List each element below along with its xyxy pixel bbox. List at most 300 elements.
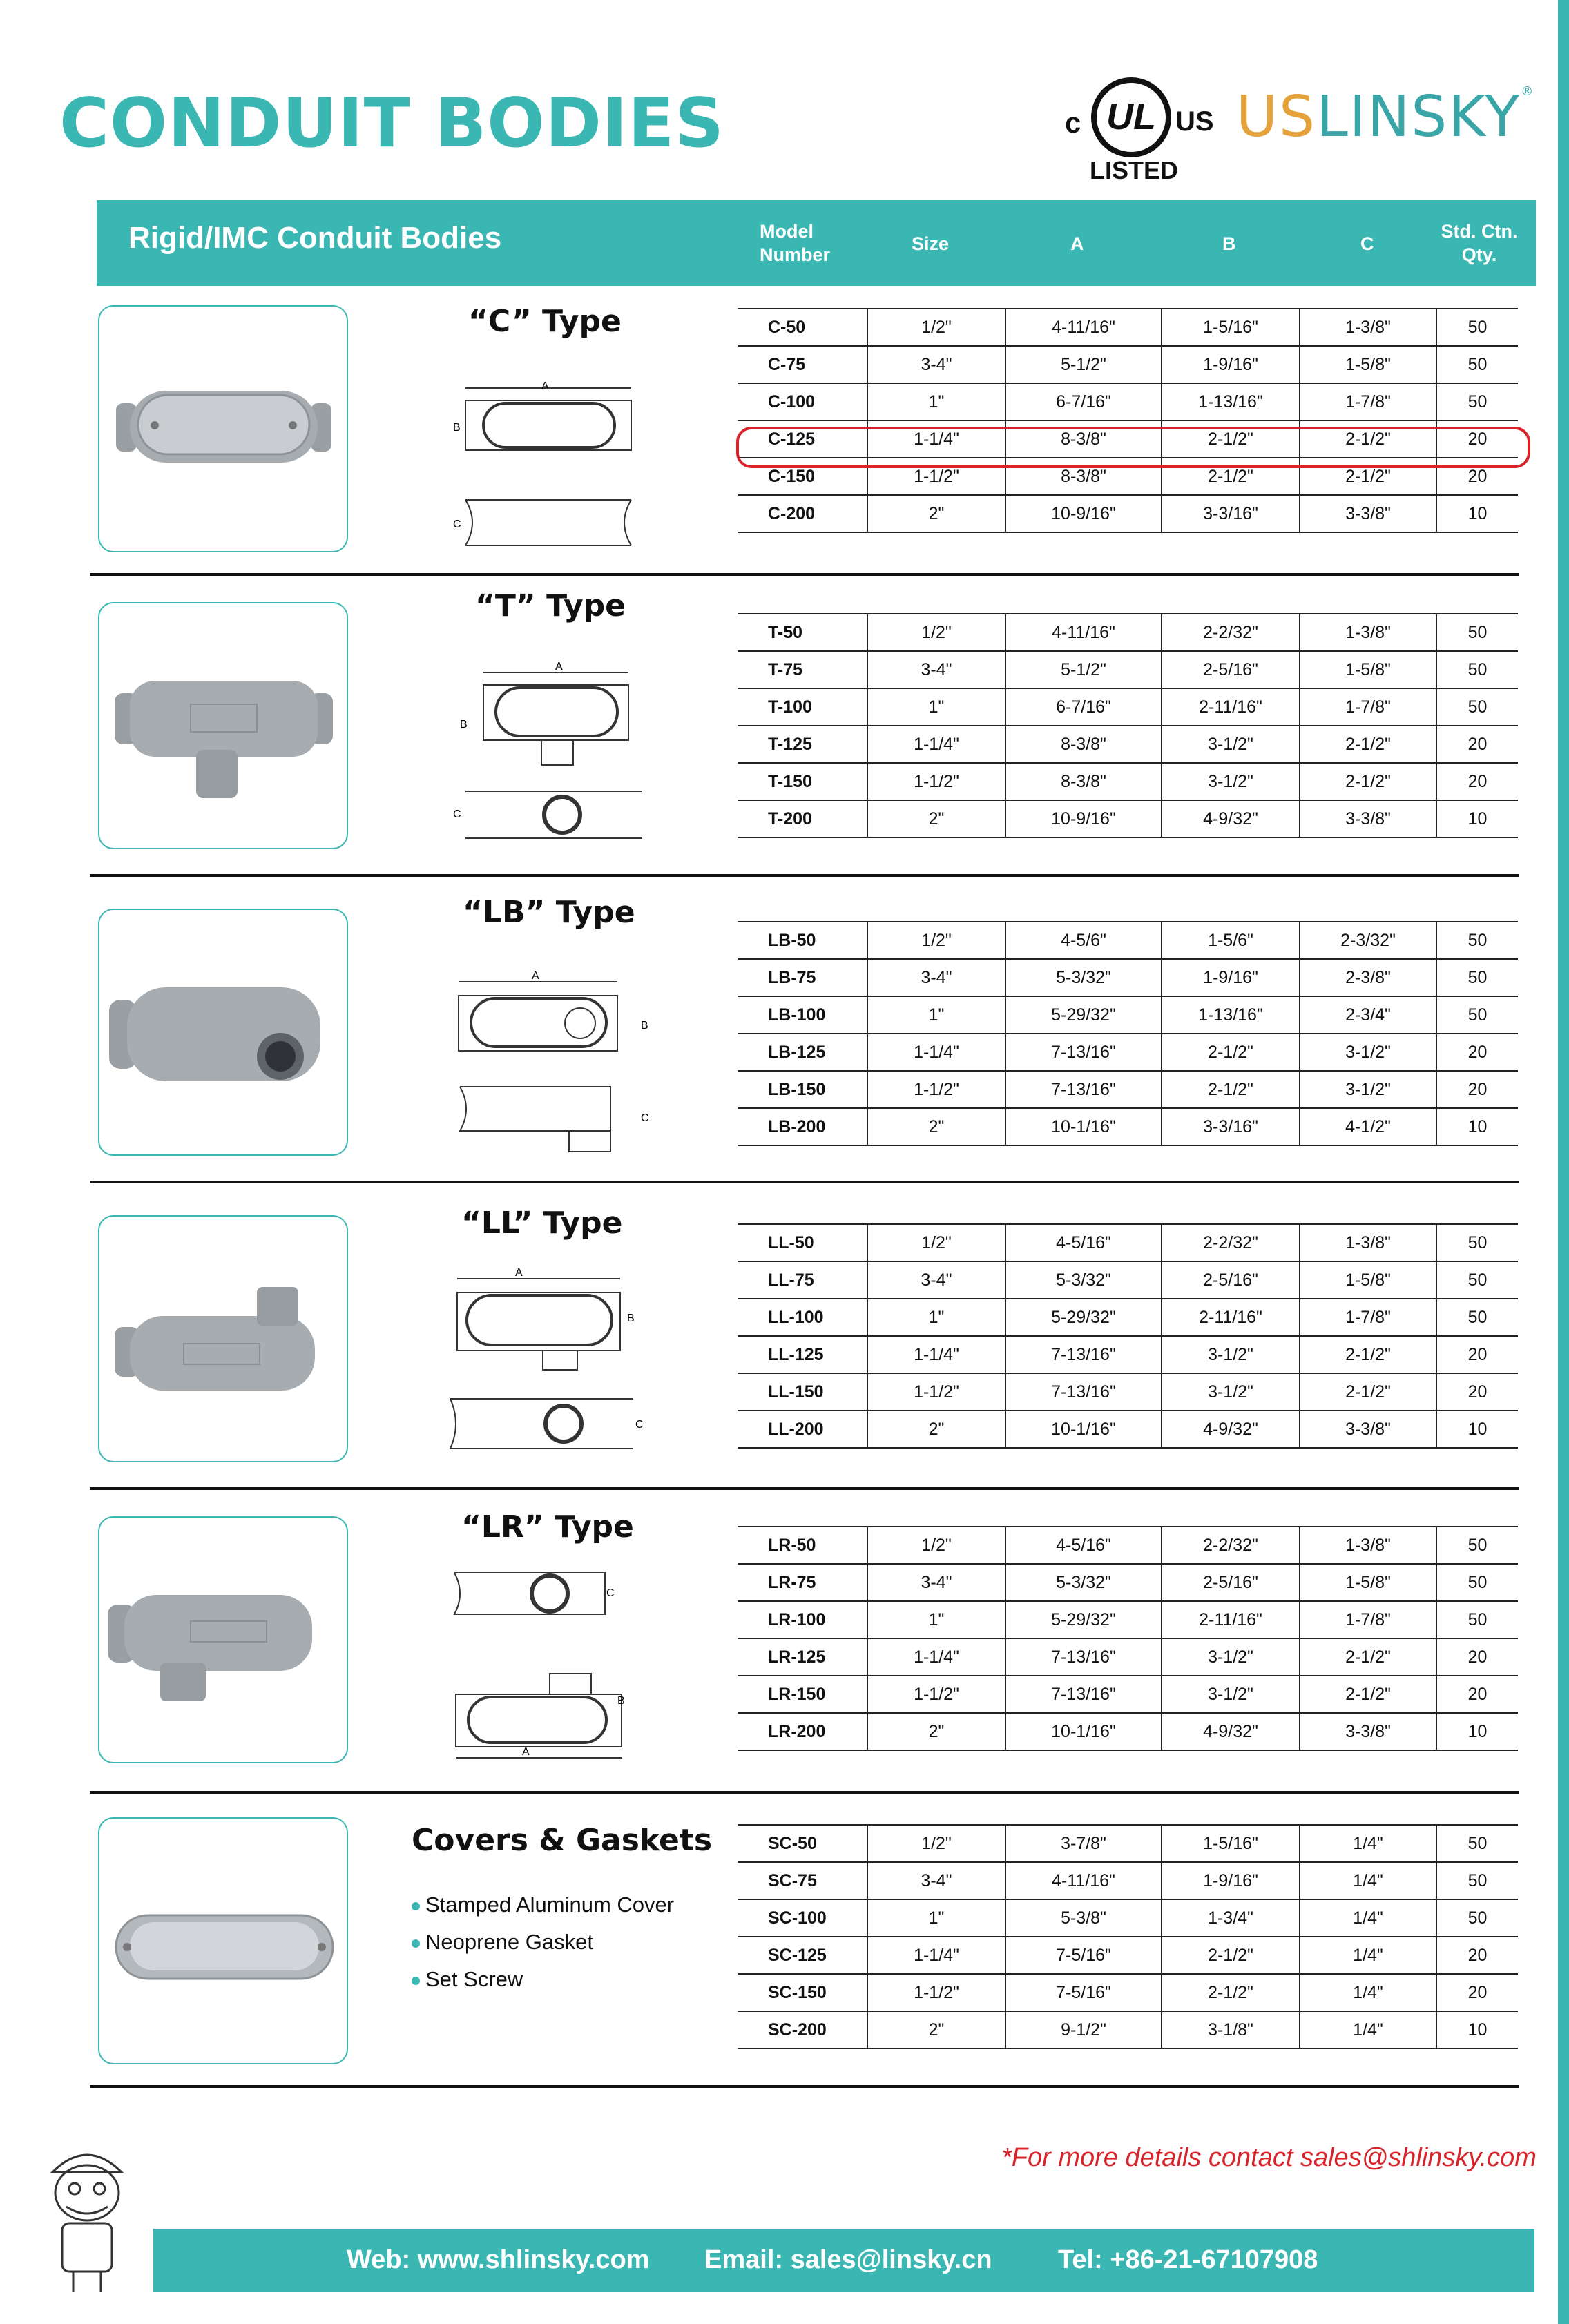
- table-cell: LL-200: [738, 1411, 867, 1448]
- table-cell: 7-13/16": [1005, 1676, 1162, 1713]
- table-cell: T-50: [738, 614, 867, 651]
- table-cell: 2-1/2": [1300, 1373, 1436, 1411]
- table-cell: 5-1/2": [1005, 346, 1162, 383]
- highlight-c-125-row: [736, 427, 1530, 468]
- table-cell: 1-1/4": [867, 1638, 1005, 1676]
- table-cell: 1": [867, 1601, 1005, 1638]
- table-cell: 1-1/2": [867, 763, 1005, 800]
- table-cell: 2-1/2": [1300, 1676, 1436, 1713]
- table-row: [738, 1527, 1518, 1564]
- table-cell: 3-1/2": [1162, 1676, 1300, 1713]
- t-dim-label-b: B: [460, 719, 468, 730]
- brand-registered-mark: ®: [1521, 84, 1535, 99]
- table-cell: 1-13/16": [1162, 383, 1300, 420]
- table-cell: 5-3/32": [1005, 1564, 1162, 1601]
- table-cell: 20: [1436, 1034, 1518, 1071]
- table-row: [738, 1676, 1518, 1713]
- table-cell: 2": [867, 1108, 1005, 1145]
- table-cell: 4-5/16": [1005, 1527, 1162, 1564]
- table-row: [738, 726, 1518, 763]
- table-cell: 8-3/8": [1005, 726, 1162, 763]
- table-cell: 2-1/2": [1300, 420, 1436, 458]
- table-cell: 2": [867, 1411, 1005, 1448]
- table-cell: 50: [1436, 1899, 1518, 1937]
- table-cell: 50: [1436, 383, 1518, 420]
- table-cell: 3-3/8": [1300, 1713, 1436, 1750]
- table-cell: 3-1/2": [1162, 1336, 1300, 1373]
- table-cell: 10: [1436, 1411, 1518, 1448]
- table-cell: 3-4": [867, 346, 1005, 383]
- table-cell: LB-150: [738, 1071, 867, 1108]
- table-cell: 50: [1436, 959, 1518, 996]
- table-row: [738, 996, 1518, 1034]
- section-divider: [90, 2085, 1519, 2088]
- table-row: [738, 1034, 1518, 1071]
- table-cell: 1-3/8": [1300, 614, 1436, 651]
- table-row: [738, 383, 1518, 420]
- table-cell: 5-3/32": [1005, 959, 1162, 996]
- table-cell: 20: [1436, 1676, 1518, 1713]
- ll-type-body-image: [99, 1217, 349, 1464]
- table-cell: 10: [1436, 1713, 1518, 1750]
- ll-dim-label-b: B: [627, 1313, 635, 1324]
- table-cell: LL-50: [738, 1224, 867, 1261]
- t-dim-label-c: C: [453, 808, 461, 820]
- table-row: [738, 495, 1518, 532]
- table-cell: 2-1/2": [1300, 458, 1436, 495]
- header-a: A: [1070, 233, 1084, 254]
- table-cell: 50: [1436, 346, 1518, 383]
- table-cell: 1/4": [1300, 1899, 1436, 1937]
- brand-part-us: US: [1236, 84, 1317, 150]
- lr-type-dimension-drawing: [446, 1565, 653, 1765]
- table-row: [738, 1713, 1518, 1750]
- table-row: [738, 959, 1518, 996]
- table-cell: 1-1/2": [867, 1071, 1005, 1108]
- t-dim-label-a: A: [555, 661, 563, 672]
- table-cell: 2-11/16": [1162, 1601, 1300, 1638]
- table-cell: 1-7/8": [1300, 1299, 1436, 1336]
- table-cell: 1-1/2": [867, 1676, 1005, 1713]
- table-cell: 1-1/4": [867, 726, 1005, 763]
- table-row: [738, 763, 1518, 800]
- lr-dim-label-a: A: [522, 1746, 530, 1758]
- table-cell: C-125: [738, 420, 867, 458]
- table-cell: 50: [1436, 651, 1518, 688]
- table-cell: 1/2": [867, 1224, 1005, 1261]
- table-cell: 7-13/16": [1005, 1071, 1162, 1108]
- table-cell: 1-5/16": [1162, 1825, 1300, 1862]
- table-cell: 1-9/16": [1162, 959, 1300, 996]
- table-cell: SC-50: [738, 1825, 867, 1862]
- section-title-lb-type: “LB” Type: [463, 895, 635, 930]
- table-cell: 2-3/8": [1300, 959, 1436, 996]
- table-cell: 2-11/16": [1162, 688, 1300, 726]
- table-cell: 2-2/32": [1162, 1527, 1300, 1564]
- table-cell: 2-1/2": [1300, 726, 1436, 763]
- table-cell: C-50: [738, 309, 867, 346]
- table-cell: 3-4": [867, 1261, 1005, 1299]
- table-cell: 7-5/16": [1005, 1937, 1162, 1974]
- header-qty-line2: Qty.: [1461, 244, 1497, 265]
- table-cell: LL-125: [738, 1336, 867, 1373]
- table-row: [738, 1336, 1518, 1373]
- brand-part-linsky: LINSKY: [1316, 84, 1521, 150]
- table-cell: 20: [1436, 458, 1518, 495]
- header-qty-line1: Std. Ctn.: [1441, 221, 1518, 242]
- table-cell: 1": [867, 1899, 1005, 1937]
- table-cell: 1/2": [867, 1825, 1005, 1862]
- table-cell: 5-29/32": [1005, 1299, 1162, 1336]
- table-cell: 4-9/32": [1162, 1713, 1300, 1750]
- table-cell: 1/2": [867, 922, 1005, 959]
- table-cell: 3-1/2": [1300, 1071, 1436, 1108]
- table-cell: LB-50: [738, 922, 867, 959]
- table-cell: 10-9/16": [1005, 800, 1162, 837]
- spec-table-covers: [738, 1824, 1518, 2049]
- table-cell: 10: [1436, 2011, 1518, 2049]
- c-type-dimension-drawing: [452, 380, 659, 552]
- table-cell: 3-3/16": [1162, 495, 1300, 532]
- table-cell: 1": [867, 688, 1005, 726]
- table-cell: 20: [1436, 1638, 1518, 1676]
- lb-type-body-image: [99, 910, 349, 1157]
- table-cell: 2-1/2": [1162, 1937, 1300, 1974]
- table-cell: T-75: [738, 651, 867, 688]
- table-cell: 2-2/32": [1162, 614, 1300, 651]
- table-row: [738, 1299, 1518, 1336]
- table-cell: 1": [867, 996, 1005, 1034]
- table-cell: T-200: [738, 800, 867, 837]
- section-divider: [90, 1791, 1519, 1794]
- page-edge-stripe: [1558, 0, 1569, 2324]
- table-cell: 3-1/8": [1162, 2011, 1300, 2049]
- table-cell: 2-1/2": [1162, 1071, 1300, 1108]
- table-cell: 2-11/16": [1162, 1299, 1300, 1336]
- section-title-covers-gaskets: Covers & Gaskets: [412, 1823, 713, 1858]
- table-cell: 1/2": [867, 309, 1005, 346]
- spec-table-lb-type: [738, 921, 1518, 1146]
- table-cell: 20: [1436, 1937, 1518, 1974]
- page-title: CONDUIT BODIES: [59, 84, 724, 163]
- table-cell: 50: [1436, 1224, 1518, 1261]
- table-cell: 2": [867, 2011, 1005, 2049]
- section-title-t-type: “T” Type: [475, 588, 626, 623]
- table-cell: 1-1/2": [867, 1373, 1005, 1411]
- table-header-bar: [97, 200, 1536, 286]
- table-cell: 1-1/2": [867, 1974, 1005, 2011]
- lr-type-body-image: [99, 1518, 349, 1765]
- spec-table-t-type: [738, 613, 1518, 838]
- ll-dim-label-a: A: [515, 1268, 523, 1279]
- table-cell: 2-1/2": [1162, 458, 1300, 495]
- table-cell: 1-7/8": [1300, 1601, 1436, 1638]
- header-b: B: [1222, 233, 1236, 254]
- table-cell: 2-3/4": [1300, 996, 1436, 1034]
- table-cell: 1-5/8": [1300, 346, 1436, 383]
- table-cell: 3-4": [867, 1862, 1005, 1899]
- table-cell: 5-1/2": [1005, 651, 1162, 688]
- table-cell: 1": [867, 383, 1005, 420]
- table-cell: 2-3/32": [1300, 922, 1436, 959]
- table-cell: 5-3/8": [1005, 1899, 1162, 1937]
- c-dim-label-c: C: [453, 519, 461, 530]
- table-row: [738, 1373, 1518, 1411]
- table-cell: 2-5/16": [1162, 1564, 1300, 1601]
- table-cell: 50: [1436, 309, 1518, 346]
- table-row: [738, 309, 1518, 346]
- table-cell: 1/2": [867, 1527, 1005, 1564]
- table-cell: 20: [1436, 1071, 1518, 1108]
- section-divider: [90, 1487, 1519, 1490]
- spec-table-ll-type: [738, 1223, 1518, 1449]
- ul-mark: UL: [1106, 96, 1156, 137]
- table-cell: 2-1/2": [1300, 1638, 1436, 1676]
- table-cell: 7-13/16": [1005, 1638, 1162, 1676]
- lb-dim-label-b: B: [641, 1020, 648, 1032]
- table-row: [738, 1411, 1518, 1448]
- product-photo-t-type: [98, 602, 348, 849]
- table-cell: 50: [1436, 1527, 1518, 1564]
- header-model-line2: Number: [760, 244, 831, 265]
- table-row: [738, 1071, 1518, 1108]
- table-cell: 50: [1436, 922, 1518, 959]
- table-cell: 20: [1436, 1373, 1518, 1411]
- table-cell: 2-1/2": [1300, 763, 1436, 800]
- table-cell: 10: [1436, 1108, 1518, 1145]
- product-photo-c-type: [98, 305, 348, 552]
- table-cell: 1/4": [1300, 2011, 1436, 2049]
- section-title-c-type: “C” Type: [468, 304, 622, 339]
- table-cell: 7-13/16": [1005, 1336, 1162, 1373]
- table-cell: 3-3/16": [1162, 1108, 1300, 1145]
- table-cell: 3-3/8": [1300, 495, 1436, 532]
- t-type-body-image: [99, 603, 349, 851]
- table-cell: LB-200: [738, 1108, 867, 1145]
- table-row: [738, 1825, 1518, 1862]
- header-model-line1: Model: [760, 221, 814, 242]
- table-cell: 1-5/8": [1300, 1564, 1436, 1601]
- table-cell: LL-150: [738, 1373, 867, 1411]
- table-cell: LB-125: [738, 1034, 867, 1071]
- table-cell: SC-75: [738, 1862, 867, 1899]
- section-title-ll-type: “LL” Type: [461, 1205, 623, 1241]
- table-row: [738, 1564, 1518, 1601]
- brand-logo: [1236, 84, 1534, 150]
- table-cell: LR-125: [738, 1638, 867, 1676]
- table-cell: 8-3/8": [1005, 763, 1162, 800]
- feature-item: Set Screw: [412, 1961, 674, 1998]
- table-cell: 1-3/4": [1162, 1899, 1300, 1937]
- c-dim-label-a: A: [541, 380, 549, 392]
- table-cell: 1": [867, 1299, 1005, 1336]
- table-cell: 2-5/16": [1162, 1261, 1300, 1299]
- table-cell: SC-150: [738, 1974, 867, 2011]
- table-cell: 2-1/2": [1162, 420, 1300, 458]
- table-cell: 1-9/16": [1162, 346, 1300, 383]
- header-std-ctn-qty: [1436, 220, 1522, 267]
- table-cell: 1/2": [867, 614, 1005, 651]
- table-cell: 50: [1436, 1261, 1518, 1299]
- table-row: [738, 346, 1518, 383]
- table-cell: SC-200: [738, 2011, 867, 2049]
- section-divider: [90, 1181, 1519, 1183]
- lr-dim-label-b: B: [617, 1695, 625, 1707]
- table-cell: 10-1/16": [1005, 1713, 1162, 1750]
- table-cell: 20: [1436, 763, 1518, 800]
- ul-c-mark: c: [1065, 106, 1081, 139]
- table-row: [738, 1638, 1518, 1676]
- product-photo-ll-type: [98, 1215, 348, 1462]
- section-divider: [90, 573, 1519, 576]
- table-cell: 3-4": [867, 651, 1005, 688]
- table-cell: LR-150: [738, 1676, 867, 1713]
- table-cell: 6-7/16": [1005, 383, 1162, 420]
- table-cell: LB-100: [738, 996, 867, 1034]
- table-cell: 1-5/16": [1162, 309, 1300, 346]
- table-cell: LL-75: [738, 1261, 867, 1299]
- table-cell: 5-29/32": [1005, 996, 1162, 1034]
- table-cell: 50: [1436, 1862, 1518, 1899]
- table-row: [738, 1899, 1518, 1937]
- table-cell: 4-11/16": [1005, 1862, 1162, 1899]
- product-photo-lr-type: [98, 1516, 348, 1763]
- table-cell: 50: [1436, 1601, 1518, 1638]
- table-row: [738, 1224, 1518, 1261]
- table-cell: 1-9/16": [1162, 1862, 1300, 1899]
- table-cell: 20: [1436, 726, 1518, 763]
- table-cell: 1-3/8": [1300, 309, 1436, 346]
- table-cell: LL-100: [738, 1299, 867, 1336]
- contact-note: *For more details contact sales@shlinsky.com: [1001, 2143, 1537, 2172]
- table-row: [738, 688, 1518, 726]
- lb-type-dimension-drawing: [452, 971, 659, 1164]
- table-cell: 2": [867, 495, 1005, 532]
- table-cell: 50: [1436, 1825, 1518, 1862]
- cover-features-list: [412, 1886, 674, 1998]
- table-cell: 50: [1436, 688, 1518, 726]
- feature-item: Stamped Aluminum Cover: [412, 1886, 674, 1924]
- spec-table-lr-type: [738, 1526, 1518, 1751]
- table-cell: LR-200: [738, 1713, 867, 1750]
- cover-image: [99, 1819, 349, 2066]
- lb-dim-label-c: C: [641, 1112, 649, 1124]
- table-row: [738, 1974, 1518, 2011]
- table-row: [738, 614, 1518, 651]
- table-cell: 8-3/8": [1005, 420, 1162, 458]
- table-cell: C-75: [738, 346, 867, 383]
- table-cell: 3-1/2": [1162, 726, 1300, 763]
- table-cell: 7-13/16": [1005, 1373, 1162, 1411]
- product-photo-cover: [98, 1817, 348, 2064]
- c-dim-label-b: B: [453, 422, 461, 434]
- lr-dim-label-c: C: [606, 1587, 615, 1599]
- table-cell: C-200: [738, 495, 867, 532]
- lb-dim-label-a: A: [532, 971, 539, 982]
- table-cell: 1-1/4": [867, 1034, 1005, 1071]
- table-cell: T-150: [738, 763, 867, 800]
- table-cell: 4-5/16": [1005, 1224, 1162, 1261]
- c-type-body-image: [99, 307, 349, 554]
- table-cell: 1-7/8": [1300, 688, 1436, 726]
- mascot-illustration: [39, 2138, 135, 2296]
- table-row: [738, 2011, 1518, 2049]
- table-cell: LB-75: [738, 959, 867, 996]
- table-cell: C-150: [738, 458, 867, 495]
- table-cell: 3-1/2": [1162, 1638, 1300, 1676]
- table-cell: 2": [867, 800, 1005, 837]
- table-cell: 1/4": [1300, 1937, 1436, 1974]
- section-title: Rigid/IMC Conduit Bodies: [128, 221, 502, 255]
- header-c: C: [1360, 233, 1374, 254]
- table-cell: 1/4": [1300, 1974, 1436, 2011]
- table-cell: 1-1/4": [867, 420, 1005, 458]
- ul-listed-logo: [1065, 75, 1220, 185]
- table-cell: 20: [1436, 1336, 1518, 1373]
- table-cell: 8-3/8": [1005, 458, 1162, 495]
- table-cell: 50: [1436, 614, 1518, 651]
- header-size: Size: [912, 233, 950, 254]
- table-row: [738, 922, 1518, 959]
- table-cell: 2-1/2": [1300, 1336, 1436, 1373]
- table-cell: 1-13/16": [1162, 996, 1300, 1034]
- ll-type-dimension-drawing: [439, 1268, 653, 1454]
- table-cell: 2": [867, 1713, 1005, 1750]
- table-cell: LR-100: [738, 1601, 867, 1638]
- ul-listed-text: LISTED: [1090, 156, 1179, 184]
- table-cell: 1-3/8": [1300, 1527, 1436, 1564]
- table-cell: 1-1/2": [867, 458, 1005, 495]
- table-cell: 4-9/32": [1162, 800, 1300, 837]
- table-row: [738, 1261, 1518, 1299]
- table-cell: 1-7/8": [1300, 383, 1436, 420]
- footer-email: Email: sales@linsky.cn: [704, 2245, 992, 2274]
- table-cell: LR-75: [738, 1564, 867, 1601]
- table-cell: 4-5/6": [1005, 922, 1162, 959]
- table-cell: 5-29/32": [1005, 1601, 1162, 1638]
- table-cell: 1-1/4": [867, 1336, 1005, 1373]
- table-cell: 1/4": [1300, 1825, 1436, 1862]
- table-cell: 3-4": [867, 959, 1005, 996]
- table-cell: 6-7/16": [1005, 688, 1162, 726]
- table-cell: SC-100: [738, 1899, 867, 1937]
- table-row: [738, 1108, 1518, 1145]
- table-cell: 50: [1436, 1564, 1518, 1601]
- t-type-dimension-drawing: [452, 656, 659, 842]
- feature-item: Neoprene Gasket: [412, 1924, 674, 1961]
- spec-table-c-type: [738, 308, 1518, 533]
- product-photo-lb-type: [98, 909, 348, 1156]
- section-title-lr-type: “LR” Type: [461, 1509, 634, 1545]
- table-cell: T-125: [738, 726, 867, 763]
- table-row: [738, 1937, 1518, 1974]
- table-cell: 3-4": [867, 1564, 1005, 1601]
- footer-web: Web: www.shlinsky.com: [347, 2245, 650, 2274]
- footer-bar: [153, 2229, 1534, 2292]
- table-cell: 2-2/32": [1162, 1224, 1300, 1261]
- table-cell: 1-1/4": [867, 1937, 1005, 1974]
- table-cell: 10: [1436, 800, 1518, 837]
- section-divider: [90, 874, 1519, 877]
- table-row: [738, 1862, 1518, 1899]
- table-cell: 10-1/16": [1005, 1411, 1162, 1448]
- table-cell: 3-3/8": [1300, 1411, 1436, 1448]
- table-row: [738, 1601, 1518, 1638]
- table-cell: 1/4": [1300, 1862, 1436, 1899]
- table-cell: 10-9/16": [1005, 495, 1162, 532]
- table-cell: 2-1/2": [1162, 1034, 1300, 1071]
- table-cell: 5-3/32": [1005, 1261, 1162, 1299]
